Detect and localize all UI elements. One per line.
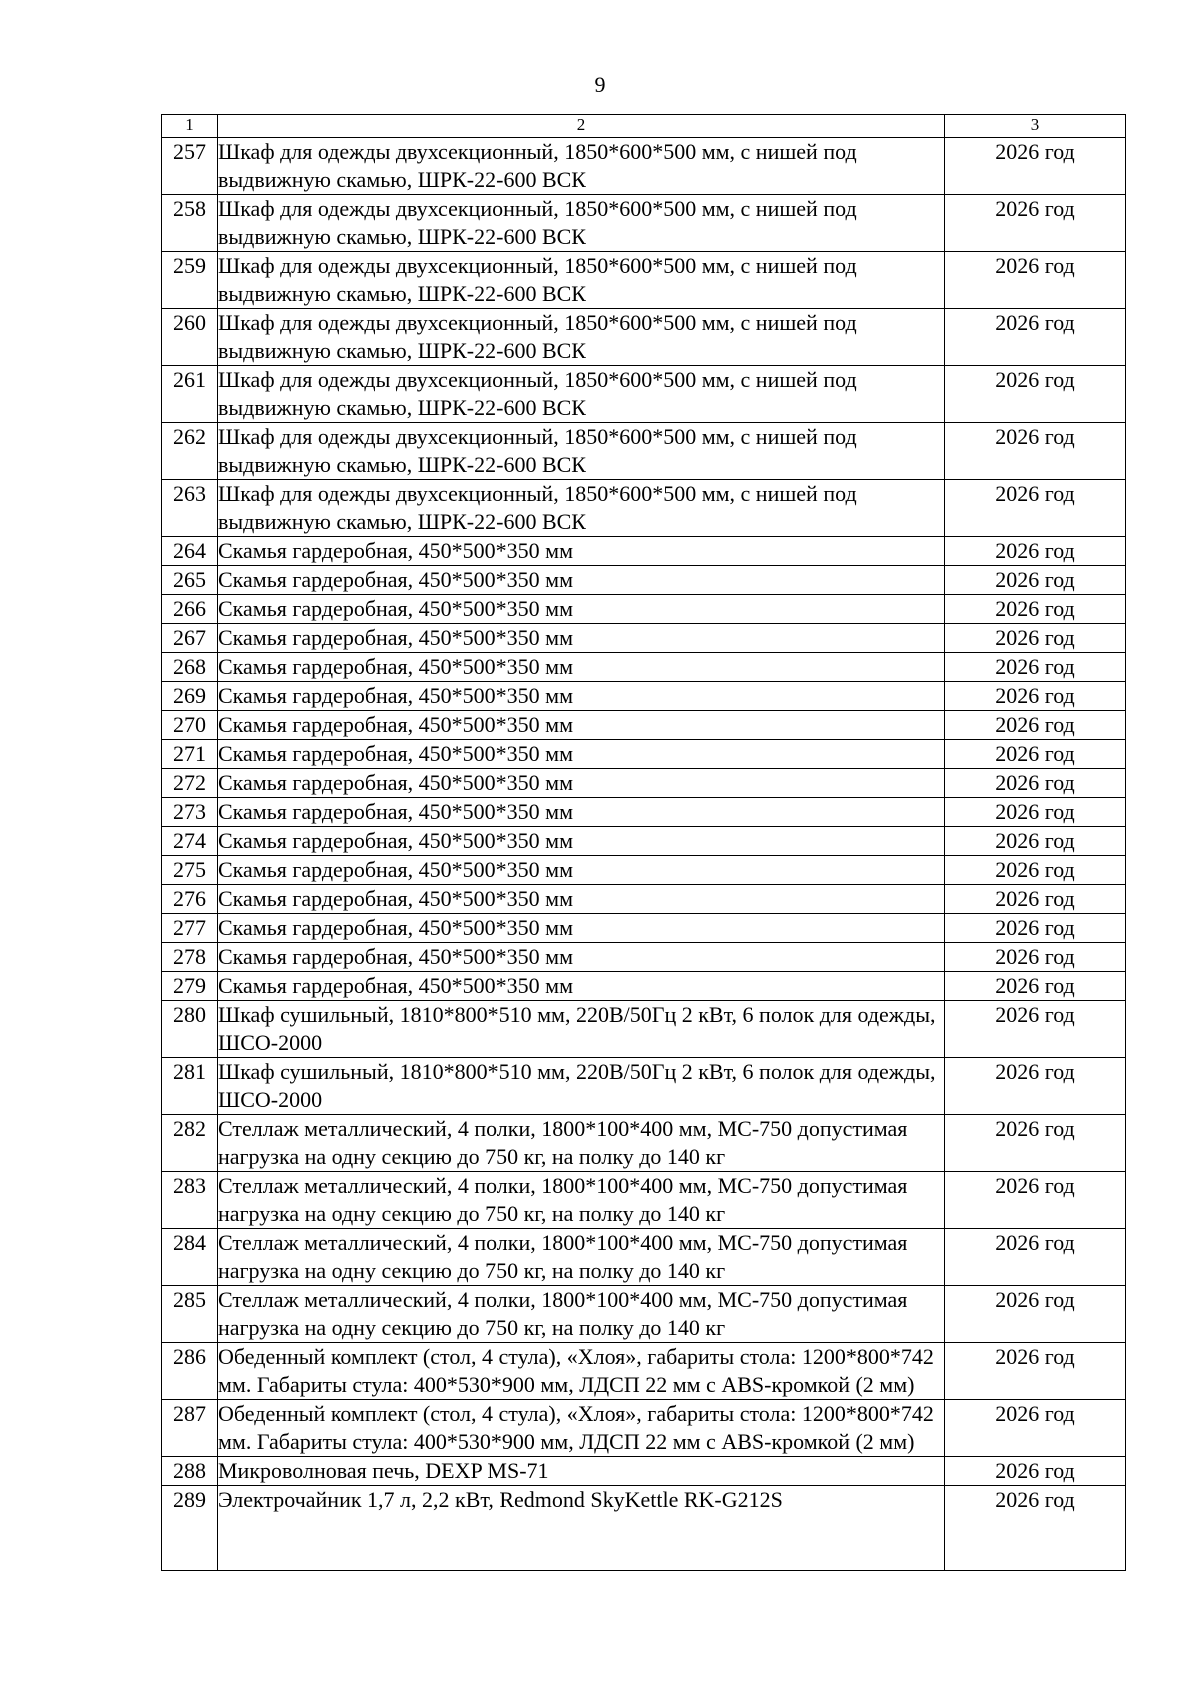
table-row <box>162 1115 1126 1172</box>
table-row <box>162 595 1126 624</box>
row-year-cell: 2026 год <box>945 711 1126 740</box>
row-number-cell: 270 <box>162 711 218 740</box>
table-row <box>162 423 1126 480</box>
row-number-cell: 264 <box>162 537 218 566</box>
row-number-cell: 286 <box>162 1343 218 1400</box>
row-description-cell: Скамья гардеробная, 450*500*350 мм <box>218 827 945 856</box>
row-year-cell: 2026 год <box>945 1400 1126 1457</box>
row-year-cell: 2026 год <box>945 1115 1126 1172</box>
table-row <box>162 798 1126 827</box>
row-year-cell: 2026 год <box>945 252 1126 309</box>
row-number-cell: 268 <box>162 653 218 682</box>
row-description-cell: Стеллаж металлический, 4 полки, 1800*100*400 мм, МС-750 допустимая нагрузка на одну секцию до 750 кг, на полку до 140 кг <box>218 1172 945 1229</box>
table-row <box>162 1058 1126 1115</box>
row-number-cell: 278 <box>162 943 218 972</box>
row-year-cell: 2026 год <box>945 682 1126 711</box>
row-year-cell: 2026 год <box>945 1172 1126 1229</box>
row-description-cell: Скамья гардеробная, 450*500*350 мм <box>218 537 945 566</box>
row-description-cell: Скамья гардеробная, 450*500*350 мм <box>218 566 945 595</box>
row-year-cell: 2026 год <box>945 1486 1126 1571</box>
table-row <box>162 711 1126 740</box>
row-number-cell: 289 <box>162 1486 218 1571</box>
row-year-cell: 2026 год <box>945 595 1126 624</box>
row-year-cell: 2026 год <box>945 138 1126 195</box>
table-body <box>162 138 1126 1571</box>
row-description-cell: Шкаф для одежды двухсекционный, 1850*600*500 мм, с нишей под выдвижную скамью, ШРК-22-600 ВСК <box>218 138 945 195</box>
table-row <box>162 309 1126 366</box>
row-year-cell: 2026 год <box>945 885 1126 914</box>
row-description-cell: Шкаф для одежды двухсекционный, 1850*600*500 мм, с нишей под выдвижную скамью, ШРК-22-600 ВСК <box>218 480 945 537</box>
row-number-cell: 269 <box>162 682 218 711</box>
row-year-cell: 2026 год <box>945 1343 1126 1400</box>
table-row <box>162 252 1126 309</box>
row-year-cell: 2026 год <box>945 653 1126 682</box>
row-description-cell: Обеденный комплект (стол, 4 стула), «Хлоя», габариты стола: 1200*800*742 мм. Габариты стула: 400*530*900 мм, ЛДСП 22 мм с ABS-кромкой (2 мм) <box>218 1400 945 1457</box>
row-description-cell: Скамья гардеробная, 450*500*350 мм <box>218 769 945 798</box>
column-header-description: 2 <box>218 115 945 138</box>
row-number-cell: 259 <box>162 252 218 309</box>
row-number-cell: 261 <box>162 366 218 423</box>
row-year-cell: 2026 год <box>945 769 1126 798</box>
table-row <box>162 195 1126 252</box>
table-row <box>162 366 1126 423</box>
row-number-cell: 279 <box>162 972 218 1001</box>
table-row <box>162 1001 1126 1058</box>
table-row <box>162 653 1126 682</box>
row-description-cell: Скамья гардеробная, 450*500*350 мм <box>218 624 945 653</box>
table-row <box>162 856 1126 885</box>
row-description-cell: Шкаф для одежды двухсекционный, 1850*600*500 мм, с нишей под выдвижную скамью, ШРК-22-600 ВСК <box>218 309 945 366</box>
row-year-cell: 2026 год <box>945 943 1126 972</box>
row-year-cell: 2026 год <box>945 309 1126 366</box>
items-table <box>161 114 1126 1571</box>
table-row <box>162 624 1126 653</box>
row-year-cell: 2026 год <box>945 1457 1126 1486</box>
row-number-cell: 258 <box>162 195 218 252</box>
row-year-cell: 2026 год <box>945 972 1126 1001</box>
row-number-cell: 288 <box>162 1457 218 1486</box>
row-description-cell: Электрочайник 1,7 л, 2,2 кВт, Redmond SkyKettle RK-G212S <box>218 1486 945 1571</box>
column-header-year: 3 <box>945 115 1126 138</box>
row-number-cell: 263 <box>162 480 218 537</box>
row-number-cell: 287 <box>162 1400 218 1457</box>
table-row <box>162 914 1126 943</box>
row-description-cell: Скамья гардеробная, 450*500*350 мм <box>218 885 945 914</box>
row-year-cell: 2026 год <box>945 1058 1126 1115</box>
row-description-cell: Скамья гардеробная, 450*500*350 мм <box>218 943 945 972</box>
page-number: 9 <box>594 72 606 97</box>
row-number-cell: 266 <box>162 595 218 624</box>
row-description-cell: Скамья гардеробная, 450*500*350 мм <box>218 798 945 827</box>
table-row <box>162 1229 1126 1286</box>
row-number-cell: 283 <box>162 1172 218 1229</box>
row-description-cell: Шкаф для одежды двухсекционный, 1850*600*500 мм, с нишей под выдвижную скамью, ШРК-22-600 ВСК <box>218 366 945 423</box>
row-description-cell: Скамья гардеробная, 450*500*350 мм <box>218 682 945 711</box>
row-description-cell: Шкаф сушильный, 1810*800*510 мм, 220В/50Гц 2 кВт, 6 полок для одежды, ШСО-2000 <box>218 1058 945 1115</box>
table-row <box>162 480 1126 537</box>
row-year-cell: 2026 год <box>945 827 1126 856</box>
row-year-cell: 2026 год <box>945 1001 1126 1058</box>
column-header-number: 1 <box>162 115 218 138</box>
table-row <box>162 885 1126 914</box>
row-number-cell: 262 <box>162 423 218 480</box>
row-description-cell: Шкаф для одежды двухсекционный, 1850*600*500 мм, с нишей под выдвижную скамью, ШРК-22-600 ВСК <box>218 195 945 252</box>
row-description-cell: Скамья гардеробная, 450*500*350 мм <box>218 740 945 769</box>
row-description-cell: Шкаф сушильный, 1810*800*510 мм, 220В/50Гц 2 кВт, 6 полок для одежды, ШСО-2000 <box>218 1001 945 1058</box>
row-number-cell: 267 <box>162 624 218 653</box>
table-row <box>162 1457 1126 1486</box>
row-description-cell: Стеллаж металлический, 4 полки, 1800*100*400 мм, МС-750 допустимая нагрузка на одну секцию до 750 кг, на полку до 140 кг <box>218 1115 945 1172</box>
row-description-cell: Обеденный комплект (стол, 4 стула), «Хлоя», габариты стола: 1200*800*742 мм. Габариты стула: 400*530*900 мм, ЛДСП 22 мм с ABS-кромкой (2 мм) <box>218 1343 945 1400</box>
row-number-cell: 260 <box>162 309 218 366</box>
table-row <box>162 769 1126 798</box>
row-number-cell: 265 <box>162 566 218 595</box>
row-year-cell: 2026 год <box>945 366 1126 423</box>
row-year-cell: 2026 год <box>945 537 1126 566</box>
row-description-cell: Скамья гардеробная, 450*500*350 мм <box>218 914 945 943</box>
row-year-cell: 2026 год <box>945 856 1126 885</box>
table-row <box>162 566 1126 595</box>
row-number-cell: 271 <box>162 740 218 769</box>
row-number-cell: 285 <box>162 1286 218 1343</box>
row-description-cell: Скамья гардеробная, 450*500*350 мм <box>218 972 945 1001</box>
table-row <box>162 943 1126 972</box>
row-description-cell: Шкаф для одежды двухсекционный, 1850*600*500 мм, с нишей под выдвижную скамью, ШРК-22-600 ВСК <box>218 423 945 480</box>
table-row <box>162 1343 1126 1400</box>
row-number-cell: 282 <box>162 1115 218 1172</box>
row-number-cell: 280 <box>162 1001 218 1058</box>
row-year-cell: 2026 год <box>945 914 1126 943</box>
row-number-cell: 281 <box>162 1058 218 1115</box>
row-number-cell: 275 <box>162 856 218 885</box>
row-number-cell: 274 <box>162 827 218 856</box>
table-row <box>162 1172 1126 1229</box>
row-description-cell: Скамья гардеробная, 450*500*350 мм <box>218 595 945 624</box>
row-description-cell: Скамья гардеробная, 450*500*350 мм <box>218 856 945 885</box>
row-description-cell: Микроволновая печь, DEXP MS-71 <box>218 1457 945 1486</box>
table-row <box>162 740 1126 769</box>
row-number-cell: 276 <box>162 885 218 914</box>
row-number-cell: 277 <box>162 914 218 943</box>
row-year-cell: 2026 год <box>945 740 1126 769</box>
row-year-cell: 2026 год <box>945 480 1126 537</box>
row-year-cell: 2026 год <box>945 624 1126 653</box>
row-year-cell: 2026 год <box>945 1229 1126 1286</box>
table-row <box>162 1286 1126 1343</box>
table-row <box>162 1486 1126 1571</box>
row-description-cell: Стеллаж металлический, 4 полки, 1800*100*400 мм, МС-750 допустимая нагрузка на одну секцию до 750 кг, на полку до 140 кг <box>218 1286 945 1343</box>
table-row <box>162 972 1126 1001</box>
row-year-cell: 2026 год <box>945 798 1126 827</box>
row-year-cell: 2026 год <box>945 1286 1126 1343</box>
row-number-cell: 272 <box>162 769 218 798</box>
row-description-cell: Скамья гардеробная, 450*500*350 мм <box>218 653 945 682</box>
table-row <box>162 682 1126 711</box>
row-number-cell: 284 <box>162 1229 218 1286</box>
row-number-cell: 257 <box>162 138 218 195</box>
row-description-cell: Скамья гардеробная, 450*500*350 мм <box>218 711 945 740</box>
table-row <box>162 138 1126 195</box>
row-year-cell: 2026 год <box>945 566 1126 595</box>
row-year-cell: 2026 год <box>945 195 1126 252</box>
row-description-cell: Стеллаж металлический, 4 полки, 1800*100*400 мм, МС-750 допустимая нагрузка на одну секцию до 750 кг, на полку до 140 кг <box>218 1229 945 1286</box>
table-row <box>162 1400 1126 1457</box>
row-number-cell: 273 <box>162 798 218 827</box>
table-header-row <box>162 115 1126 138</box>
table-row <box>162 827 1126 856</box>
row-year-cell: 2026 год <box>945 423 1126 480</box>
row-description-cell: Шкаф для одежды двухсекционный, 1850*600*500 мм, с нишей под выдвижную скамью, ШРК-22-600 ВСК <box>218 252 945 309</box>
table-row <box>162 537 1126 566</box>
